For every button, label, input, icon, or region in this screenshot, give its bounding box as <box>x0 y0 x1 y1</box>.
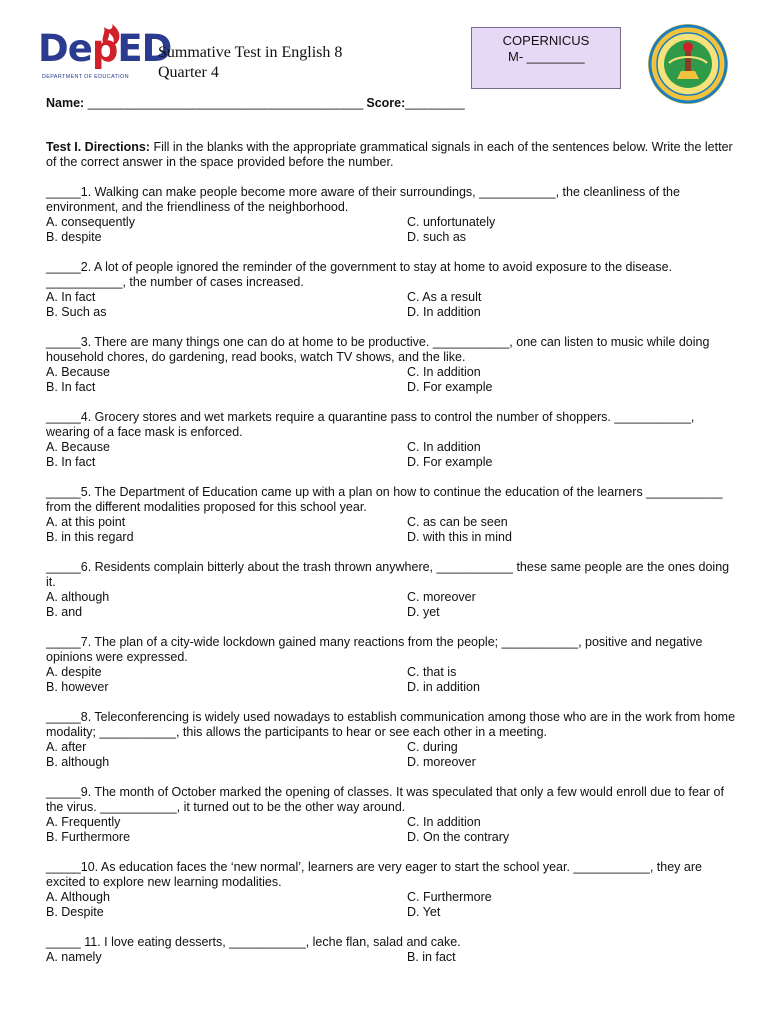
directions <box>46 140 736 170</box>
name-score-row <box>46 96 464 110</box>
answer-options <box>46 440 736 470</box>
option-c: C. As a result <box>407 290 482 304</box>
score-blank[interactable]: _________ <box>405 96 465 110</box>
option-c: C. Furthermore <box>407 890 492 904</box>
name-label: Name: <box>46 96 85 110</box>
option-d: D. in addition <box>407 680 480 694</box>
document-title <box>158 43 342 83</box>
section-name: COPERNICUS <box>502 33 590 48</box>
question-stem: _____5. The Department of Education came up with a plan on how to continue the education of the learners ___________ from the different modalities proposed for this school year. <box>46 485 723 514</box>
question-item <box>46 560 736 620</box>
option-b: B. In fact <box>46 455 96 469</box>
question-item <box>46 410 736 470</box>
question-item <box>46 635 736 695</box>
option-d: D. In addition <box>407 305 481 319</box>
question-stem: _____3. There are many things one can do at home to be productive. ___________, one can listen to music while doing household chores, do gardening, read books, watch TV shows, and the like. <box>46 335 710 364</box>
title-line-1: Summative Test in English 8 <box>158 44 343 61</box>
answer-options <box>46 590 736 620</box>
option-c: C. as can be seen <box>407 515 508 529</box>
question-stem: _____7. The plan of a city-wide lockdown gained many reactions from the people; ___________, positive and negative opinions were expressed. <box>46 635 703 664</box>
question-stem: _____9. The month of October marked the opening of classes. It was speculated that only a few would enroll due to fear of the virus. ___________, it turned out to be the other way around. <box>46 785 724 814</box>
option-c: C. unfortunately <box>407 215 496 229</box>
answer-options <box>46 215 736 245</box>
option-a: A. In fact <box>46 290 96 304</box>
option-d: D. such as <box>407 230 467 244</box>
answer-options <box>46 290 736 320</box>
answer-options <box>46 665 736 695</box>
option-d: D. yet <box>407 605 440 619</box>
answer-options <box>46 740 736 770</box>
option-b: B. in this regard <box>46 530 134 544</box>
option-d: D. with this in mind <box>407 530 512 544</box>
title-line-2: Quarter 4 <box>158 64 219 81</box>
option-a: A. Although <box>46 890 110 904</box>
question-stem: _____8. Teleconferencing is widely used nowadays to establish communication among those who are in the work from home modality; ___________, this allows the participants to hear or see each other in a meeting. <box>46 710 736 739</box>
question-stem: _____10. As education faces the ‘new normal’, learners are very eager to start the school year. ___________, they are excited to explore new learning modalities. <box>46 860 702 889</box>
option-d: D. moreover <box>407 755 476 769</box>
option-c: C. that is <box>407 665 457 679</box>
option-a: A. Because <box>46 365 110 379</box>
option-a: A. Because <box>46 440 110 454</box>
option-d: D. On the contrary <box>407 830 510 844</box>
question-stem: _____6. Residents complain bitterly about the trash thrown anywhere, ___________ these same people are the ones doing it. <box>46 560 730 589</box>
option-d: D. Yet <box>407 905 441 919</box>
logo-subtext: DEPARTMENT OF EDUCATION <box>42 74 129 80</box>
question-stem: _____4. Grocery stores and wet markets require a quarantine pass to control the number of shoppers. ___________, wearing of a face mask is enforced. <box>46 410 695 439</box>
option-b: B. and <box>46 605 83 619</box>
logo-wordmark: DepED <box>38 27 172 70</box>
question-stem: _____ 11. I love eating desserts, ___________, leche flan, salad and cake. <box>46 935 461 949</box>
option-c: C. In addition <box>407 815 481 829</box>
answer-options <box>46 365 736 395</box>
score-label: Score: <box>366 96 406 110</box>
option-a: A. namely <box>46 950 102 964</box>
directions-label: Test I. Directions: <box>46 140 150 154</box>
option-b: B. Despite <box>46 905 104 919</box>
option-a: A. although <box>46 590 110 604</box>
option-d: D. For example <box>407 455 493 469</box>
option-b: B. although <box>46 755 110 769</box>
option-c: C. In addition <box>407 365 481 379</box>
option-c: C. moreover <box>407 590 476 604</box>
option-c: C. during <box>407 740 458 754</box>
question-item <box>46 935 736 965</box>
question-item <box>46 860 736 920</box>
question-item <box>46 335 736 395</box>
name-blank[interactable]: __________________________________________ <box>87 96 363 110</box>
option-b: B. despite <box>46 230 102 244</box>
question-item <box>46 485 736 545</box>
option-a: A. at this point <box>46 515 126 529</box>
question-item <box>46 785 736 845</box>
answer-options <box>46 815 736 845</box>
option-a: A. Frequently <box>46 815 121 829</box>
question-item <box>46 260 736 320</box>
option-d: D. For example <box>407 380 493 394</box>
option-a: A. despite <box>46 665 102 679</box>
option-b: B. in fact <box>407 950 456 964</box>
question-item <box>46 710 736 770</box>
option-b: B. however <box>46 680 109 694</box>
deped-logo <box>38 27 172 86</box>
answer-options <box>46 515 736 545</box>
option-b: B. Furthermore <box>46 830 131 844</box>
question-list <box>46 185 736 980</box>
school-seal-icon <box>647 23 729 105</box>
answer-options <box>46 950 736 965</box>
answer-options <box>46 890 736 920</box>
question-stem: _____2. A lot of people ignored the reminder of the government to stay at home to avoid exposure to the disease. ___________, the number of cases increased. <box>46 260 673 289</box>
option-b: B. In fact <box>46 380 96 394</box>
option-c: C. In addition <box>407 440 481 454</box>
option-a: A. consequently <box>46 215 135 229</box>
directions-text: Fill in the blanks with the appropriate grammatical signals in each of the sentences below. Write the letter of the correct answer in the space provided before the number. <box>46 140 733 169</box>
option-b: B. Such as <box>46 305 107 319</box>
question-item <box>46 185 736 245</box>
section-box <box>471 27 621 89</box>
question-stem: _____1. Walking can make people become more aware of their surroundings, ___________, the cleanliness of the environment, and the friendliness of the neighborhood. <box>46 185 680 214</box>
option-a: A. after <box>46 740 87 754</box>
section-code: M- ________ <box>508 49 585 64</box>
